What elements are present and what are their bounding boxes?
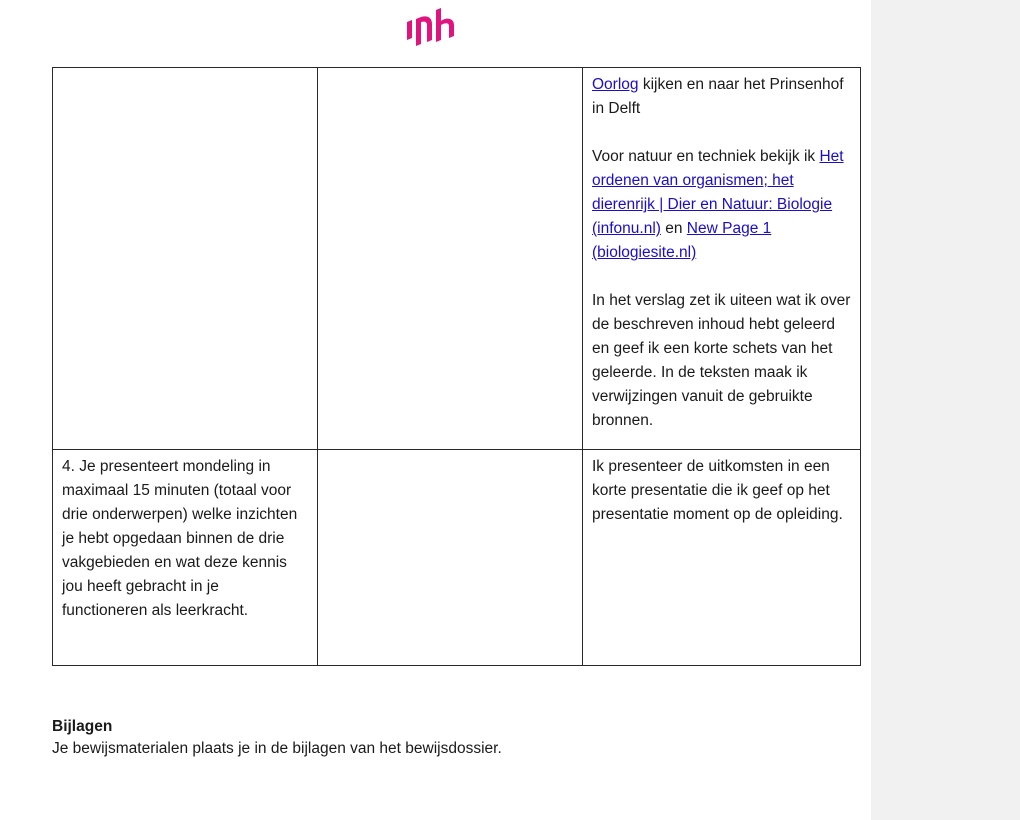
paragraph-oorlog (592, 73, 851, 121)
table-cell-criterion (53, 450, 318, 666)
table-row (53, 68, 861, 450)
paragraph-text: en (660, 220, 687, 237)
paragraph-text: Voor natuur en techniek bekijk ik (592, 148, 820, 165)
criterion-text: 4. Je presenteert mondeling in maximaal 15 minuten (totaal voor drie onderwerpen) welke inzichten je hebt opgedaan binnen de drie vakgebieden en wat deze kennis jou heeft gebracht in je functioneren als leerkracht. (62, 458, 298, 619)
link-infonu[interactable]: Het ordenen van organismen; het dierenrijk | Dier en Natuur: Biologie (infonu.nl) (592, 148, 844, 237)
paragraph-text: kijken en naar het Prinsenhof in Delft (592, 76, 844, 117)
table-cell-evidence (583, 68, 861, 450)
link-oorlog[interactable]: Oorlog (592, 76, 639, 93)
criteria-table (52, 67, 861, 666)
table-cell-criterion (53, 68, 318, 450)
table-cell-evidence (583, 450, 861, 666)
inh-logo (404, 6, 464, 46)
paragraph-natuur-techniek (592, 145, 851, 265)
inh-logo-icon (404, 6, 464, 46)
bijlagen-section (52, 716, 502, 760)
table-row (53, 450, 861, 666)
side-panel (871, 0, 1020, 820)
bijlagen-heading: Bijlagen (52, 718, 113, 735)
bijlagen-text: Je bewijsmaterialen plaats je in de bijlagen van het bewijsdossier. (52, 740, 502, 757)
evidence-text: Ik presenteer de uitkomsten in een korte presentatie die ik geef op het presentatie moment op de opleiding. (592, 458, 843, 523)
table-cell-empty (318, 68, 583, 450)
paragraph-verslag: In het verslag zet ik uiteen wat ik over de beschreven inhoud hebt geleerd en geef ik een korte schets van het geleerde. In de teksten maak ik verwijzingen vanuit de gebruikte bronnen. (592, 292, 851, 429)
table-cell-empty (318, 450, 583, 666)
link-biologiesite[interactable]: New Page 1 (biologiesite.nl) (592, 220, 772, 261)
